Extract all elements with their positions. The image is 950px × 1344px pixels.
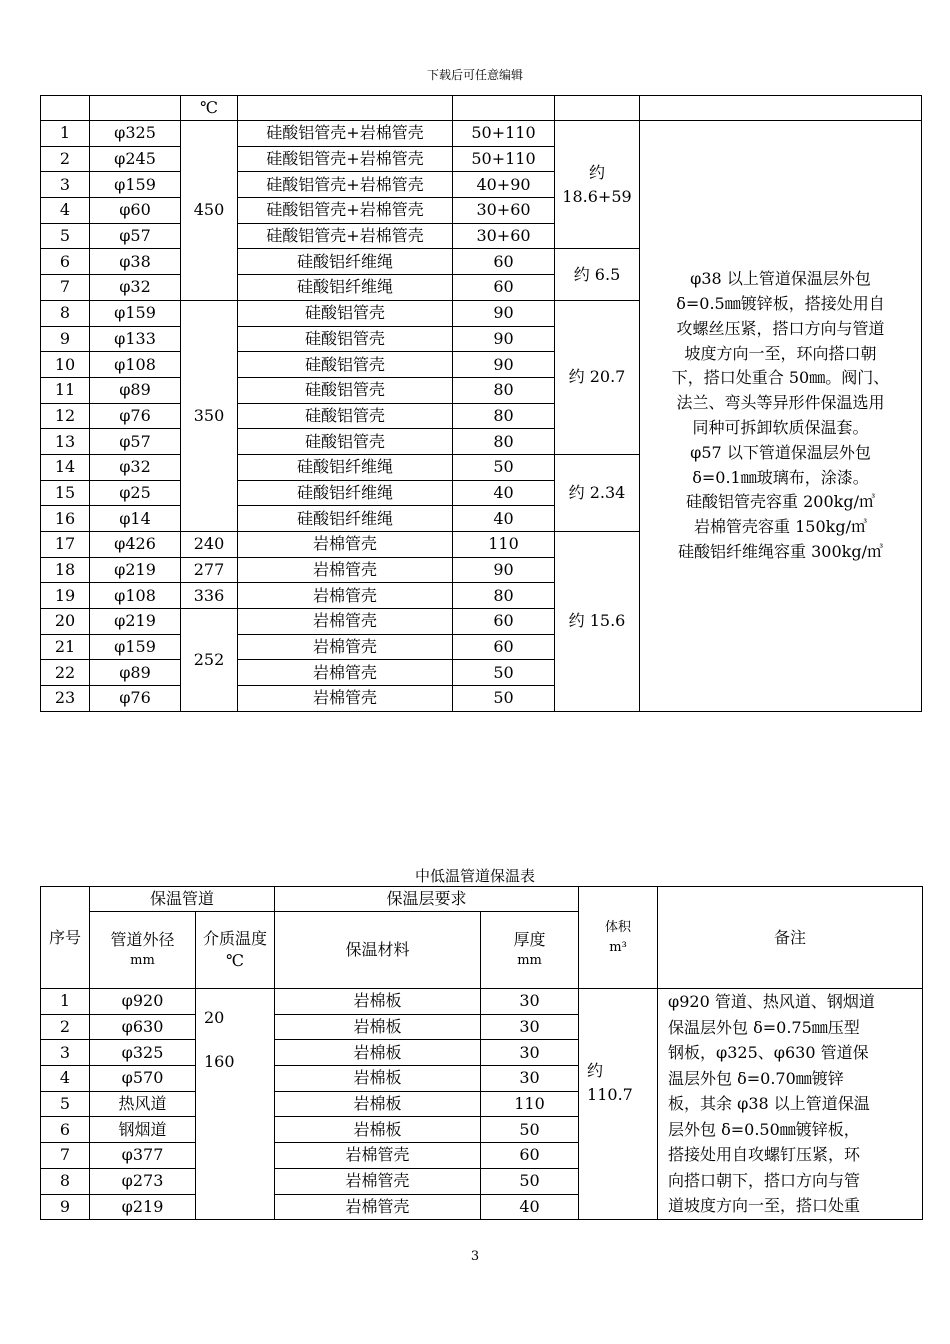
medium-temperature: 277 bbox=[181, 557, 238, 583]
pipe-diameter: φ159 bbox=[90, 172, 181, 198]
insulation-material: 硅酸铝管壳 bbox=[238, 352, 453, 378]
row-number: 5 bbox=[41, 1091, 90, 1117]
mid-low-temp-insulation-table bbox=[40, 886, 923, 1220]
insulation-thickness: 50 bbox=[453, 660, 555, 686]
insulation-material: 岩棉管壳 bbox=[275, 1143, 481, 1169]
pipe-diameter: φ426 bbox=[90, 532, 181, 558]
header-seq: 序号 bbox=[41, 887, 90, 989]
row-number: 2 bbox=[41, 1014, 90, 1040]
pipe-diameter: φ57 bbox=[90, 429, 181, 455]
note-line: 同种可拆卸软质保温套。 bbox=[692, 417, 869, 437]
insulation-thickness: 50 bbox=[481, 1168, 579, 1194]
pipe-diameter: φ89 bbox=[90, 660, 181, 686]
insulation-thickness: 110 bbox=[481, 1091, 579, 1117]
pipe-diameter: φ76 bbox=[90, 686, 181, 712]
row-number: 3 bbox=[41, 1040, 90, 1066]
note-line: 板，其余 φ38 以上管道保温 bbox=[668, 1094, 870, 1113]
volume-value bbox=[555, 121, 640, 249]
volume-prefix: 约 bbox=[588, 162, 605, 182]
pipe-diameter: φ14 bbox=[90, 506, 181, 532]
pipe-diameter: φ219 bbox=[90, 609, 181, 635]
insulation-thickness: 60 bbox=[481, 1143, 579, 1169]
insulation-thickness: 60 bbox=[453, 275, 555, 301]
row-number: 12 bbox=[41, 403, 90, 429]
insulation-material: 岩棉管壳 bbox=[238, 660, 453, 686]
note-line: δ=0.5㎜镀锌板，搭接处用自 bbox=[676, 293, 885, 313]
medium-temperature: 336 bbox=[181, 583, 238, 609]
insulation-material: 硅酸铝管壳+岩棉管壳 bbox=[238, 223, 453, 249]
pipe-diameter: φ108 bbox=[90, 352, 181, 378]
pipe-diameter: φ89 bbox=[90, 377, 181, 403]
insulation-material: 硅酸铝纤维绳 bbox=[238, 249, 453, 275]
row-number: 17 bbox=[41, 532, 90, 558]
header-layer-group: 保温层要求 bbox=[275, 887, 579, 912]
header-medium-temp: 介质温度 ℃ bbox=[196, 912, 275, 989]
insulation-material: 岩棉管壳 bbox=[275, 1168, 481, 1194]
insulation-thickness: 90 bbox=[453, 352, 555, 378]
volume-value: 约 6.5 bbox=[555, 249, 640, 300]
insulation-material: 硅酸铝管壳 bbox=[238, 429, 453, 455]
insulation-thickness: 80 bbox=[453, 429, 555, 455]
note-line: δ=0.1㎜玻璃布，涂漆。 bbox=[692, 467, 869, 487]
insulation-material: 硅酸铝管壳 bbox=[238, 326, 453, 352]
note-line: φ38 以上管道保温层外包 bbox=[690, 269, 871, 289]
pipe-diameter: φ219 bbox=[90, 1194, 196, 1220]
insulation-material: 岩棉管壳 bbox=[238, 609, 453, 635]
insulation-thickness: 50+110 bbox=[453, 146, 555, 172]
pipe-diameter: φ245 bbox=[90, 146, 181, 172]
pipe-diameter: φ570 bbox=[90, 1066, 196, 1092]
insulation-material: 硅酸铝管壳 bbox=[238, 377, 453, 403]
pipe-diameter: φ920 bbox=[90, 989, 196, 1015]
row-number: 1 bbox=[41, 121, 90, 147]
row-number: 13 bbox=[41, 429, 90, 455]
insulation-material: 硅酸铝管壳+岩棉管壳 bbox=[238, 146, 453, 172]
header-pipe-group: 保温管道 bbox=[90, 887, 275, 912]
unit-row-cell bbox=[41, 96, 90, 121]
pipe-diameter: φ57 bbox=[90, 223, 181, 249]
row-number: 18 bbox=[41, 557, 90, 583]
row-number: 9 bbox=[41, 1194, 90, 1220]
pipe-diameter: φ25 bbox=[90, 480, 181, 506]
pipe-diameter: φ219 bbox=[90, 557, 181, 583]
insulation-material: 岩棉板 bbox=[275, 1091, 481, 1117]
row-number: 8 bbox=[41, 300, 90, 326]
row-number: 3 bbox=[41, 172, 90, 198]
insulation-thickness: 50+110 bbox=[453, 121, 555, 147]
temp-value-a: 20 bbox=[204, 1008, 225, 1027]
table-row bbox=[41, 989, 923, 1015]
remarks-note bbox=[640, 121, 922, 712]
row-number: 23 bbox=[41, 686, 90, 712]
pipe-diameter: φ38 bbox=[90, 249, 181, 275]
medium-temperature bbox=[196, 989, 275, 1220]
note-line: 保温层外包 δ=0.75㎜压型 bbox=[668, 1017, 860, 1037]
insulation-material: 硅酸铝纤维绳 bbox=[238, 506, 453, 532]
note-line: 向搭口朝下，搭口方向与管 bbox=[668, 1170, 861, 1190]
volume-value: 约 2.34 bbox=[555, 454, 640, 531]
insulation-material: 硅酸铝纤维绳 bbox=[238, 275, 453, 301]
pipe-diameter: φ377 bbox=[90, 1143, 196, 1169]
insulation-material: 硅酸铝纤维绳 bbox=[238, 480, 453, 506]
row-number: 9 bbox=[41, 326, 90, 352]
pipe-diameter: φ76 bbox=[90, 403, 181, 429]
insulation-material: 岩棉板 bbox=[275, 1117, 481, 1143]
insulation-thickness: 60 bbox=[453, 609, 555, 635]
row-number: 11 bbox=[41, 377, 90, 403]
insulation-material: 岩棉管壳 bbox=[238, 532, 453, 558]
note-line: φ920 管道、热风道、钢烟道 bbox=[668, 992, 875, 1011]
medium-temperature: 252 bbox=[181, 609, 238, 712]
insulation-thickness: 80 bbox=[453, 583, 555, 609]
volume-number: 18.6+59 bbox=[562, 186, 632, 206]
insulation-thickness: 80 bbox=[453, 403, 555, 429]
insulation-thickness: 40 bbox=[453, 506, 555, 532]
pipe-diameter: φ108 bbox=[90, 583, 181, 609]
row-number: 8 bbox=[41, 1168, 90, 1194]
insulation-thickness: 30 bbox=[481, 1014, 579, 1040]
insulation-thickness: 40 bbox=[481, 1194, 579, 1220]
medium-temperature: 240 bbox=[181, 532, 238, 558]
note-line: 硅酸铝管壳容重 200kg/㎥ bbox=[686, 492, 875, 512]
row-number: 1 bbox=[41, 989, 90, 1015]
note-line: 下，搭口处重合 50㎜。阀门、 bbox=[671, 368, 890, 388]
pipe-diameter: φ273 bbox=[90, 1168, 196, 1194]
row-number: 22 bbox=[41, 660, 90, 686]
insulation-material: 岩棉板 bbox=[275, 989, 481, 1015]
insulation-thickness: 50 bbox=[481, 1117, 579, 1143]
note-line: 道坡度方向一至，搭口处重 bbox=[668, 1196, 861, 1215]
table-row bbox=[41, 121, 922, 147]
insulation-material: 硅酸铝管壳+岩棉管壳 bbox=[238, 172, 453, 198]
insulation-thickness: 40 bbox=[453, 480, 555, 506]
note-line: 攻螺丝压紧，搭口方向与管道 bbox=[676, 318, 885, 338]
volume-number: 110.7 bbox=[587, 1085, 633, 1104]
insulation-thickness: 90 bbox=[453, 326, 555, 352]
row-number: 4 bbox=[41, 198, 90, 224]
note-line: 法兰、弯头等异形件保温选用 bbox=[676, 393, 885, 413]
volume-prefix: 约 bbox=[587, 1061, 604, 1080]
note-line: 坡度方向一至，环向搭口朝 bbox=[684, 343, 877, 363]
unit-row-cell: ℃ bbox=[181, 96, 238, 121]
pipe-diameter: φ133 bbox=[90, 326, 181, 352]
unit-row-cell bbox=[453, 96, 555, 121]
table-title: 中低温管道保温表 bbox=[414, 867, 535, 885]
row-number: 20 bbox=[41, 609, 90, 635]
insulation-material: 岩棉管壳 bbox=[275, 1194, 481, 1220]
insulation-thickness: 60 bbox=[453, 634, 555, 660]
temp-value-b: 160 bbox=[204, 1052, 235, 1071]
insulation-thickness: 40+90 bbox=[453, 172, 555, 198]
remarks-note bbox=[658, 989, 923, 1220]
insulation-thickness: 30 bbox=[481, 1066, 579, 1092]
insulation-material: 岩棉板 bbox=[275, 1066, 481, 1092]
unit-row-cell bbox=[90, 96, 181, 121]
note-line: 搭接处用自攻螺钉压紧，环 bbox=[668, 1145, 861, 1164]
insulation-material: 硅酸铝管壳 bbox=[238, 300, 453, 326]
insulation-material: 硅酸铝纤维绳 bbox=[238, 454, 453, 480]
header-outer-dia: 管道外径 mm bbox=[90, 912, 196, 989]
insulation-thickness: 50 bbox=[453, 454, 555, 480]
medium-temperature: 350 bbox=[181, 300, 238, 531]
insulation-material: 岩棉板 bbox=[275, 1040, 481, 1066]
note-line: φ57 以下管道保温层外包 bbox=[690, 442, 871, 462]
pipe-diameter: φ159 bbox=[90, 634, 181, 660]
pipe-diameter: φ325 bbox=[90, 1040, 196, 1066]
pipe-diameter: φ159 bbox=[90, 300, 181, 326]
pipe-diameter: φ60 bbox=[90, 198, 181, 224]
row-number: 14 bbox=[41, 454, 90, 480]
insulation-material: 硅酸铝管壳+岩棉管壳 bbox=[238, 198, 453, 224]
header-note: 下载后可任意编辑 bbox=[426, 68, 523, 82]
row-number: 15 bbox=[41, 480, 90, 506]
pipe-diameter: φ32 bbox=[90, 454, 181, 480]
row-number: 6 bbox=[41, 249, 90, 275]
insulation-thickness: 60 bbox=[453, 249, 555, 275]
note-line: 层外包 δ=0.50㎜镀锌板， bbox=[668, 1119, 860, 1139]
insulation-thickness: 90 bbox=[453, 300, 555, 326]
insulation-material: 岩棉管壳 bbox=[238, 634, 453, 660]
insulation-material: 岩棉管壳 bbox=[238, 557, 453, 583]
volume-value bbox=[579, 989, 658, 1220]
insulation-thickness: 30+60 bbox=[453, 223, 555, 249]
pipe-diameter: φ32 bbox=[90, 275, 181, 301]
insulation-thickness: 30+60 bbox=[453, 198, 555, 224]
insulation-thickness: 90 bbox=[453, 557, 555, 583]
header-remark: 备注 bbox=[658, 887, 923, 989]
unit-row-cell bbox=[640, 96, 922, 121]
note-line: 岩棉管壳容重 150kg/㎥ bbox=[694, 517, 867, 537]
row-number: 6 bbox=[41, 1117, 90, 1143]
volume-value: 约 20.7 bbox=[555, 300, 640, 454]
row-number: 16 bbox=[41, 506, 90, 532]
insulation-table-continued bbox=[40, 95, 922, 712]
note-line: 钢板，φ325、φ630 管道保 bbox=[668, 1043, 869, 1062]
row-number: 7 bbox=[41, 1143, 90, 1169]
row-number: 7 bbox=[41, 275, 90, 301]
pipe-diameter: φ630 bbox=[90, 1014, 196, 1040]
insulation-material: 岩棉板 bbox=[275, 1014, 481, 1040]
unit-row-cell bbox=[238, 96, 453, 121]
insulation-material: 岩棉管壳 bbox=[238, 583, 453, 609]
row-number: 10 bbox=[41, 352, 90, 378]
pipe-diameter: 热风道 bbox=[90, 1091, 196, 1117]
insulation-thickness: 30 bbox=[481, 989, 579, 1015]
insulation-thickness: 50 bbox=[453, 686, 555, 712]
unit-row-cell bbox=[555, 96, 640, 121]
page-number: 3 bbox=[470, 1249, 480, 1264]
row-number: 2 bbox=[41, 146, 90, 172]
row-number: 4 bbox=[41, 1066, 90, 1092]
row-number: 5 bbox=[41, 223, 90, 249]
pipe-diameter: 钢烟道 bbox=[90, 1117, 196, 1143]
note-line: 硅酸铝纤维绳容重 300kg/㎥ bbox=[678, 541, 883, 561]
row-number: 21 bbox=[41, 634, 90, 660]
insulation-thickness: 30 bbox=[481, 1040, 579, 1066]
insulation-thickness: 80 bbox=[453, 377, 555, 403]
header-volume: 体积 m³ bbox=[579, 887, 658, 989]
insulation-thickness: 110 bbox=[453, 532, 555, 558]
insulation-material: 岩棉管壳 bbox=[238, 686, 453, 712]
header-thickness: 厚度 mm bbox=[481, 912, 579, 989]
row-number: 19 bbox=[41, 583, 90, 609]
medium-temperature: 450 bbox=[181, 121, 238, 301]
header-material: 保温材料 bbox=[275, 912, 481, 989]
insulation-material: 硅酸铝管壳 bbox=[238, 403, 453, 429]
insulation-material: 硅酸铝管壳+岩棉管壳 bbox=[238, 121, 453, 147]
note-line: 温层外包 δ=0.70㎜镀锌 bbox=[668, 1068, 844, 1088]
volume-value: 约 15.6 bbox=[555, 532, 640, 712]
pipe-diameter: φ325 bbox=[90, 121, 181, 147]
